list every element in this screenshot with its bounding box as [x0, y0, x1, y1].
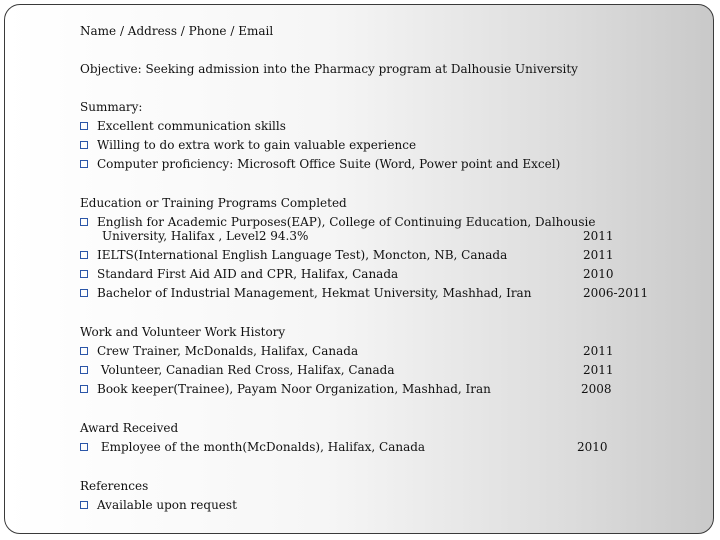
contact-header: Name / Address / Phone / Email: [80, 24, 274, 38]
year-label: 2008: [581, 382, 612, 396]
checkbox-bullet-icon: [80, 122, 88, 130]
checkbox-bullet-icon: [80, 385, 88, 393]
checkbox-bullet-icon: [80, 501, 88, 509]
year-label: 2011: [583, 229, 614, 243]
list-item: Standard First Aid AID and CPR, Halifax, Canada: [80, 267, 398, 282]
list-item: Employee of the month(McDonalds), Halifax, Canada: [80, 440, 425, 455]
checkbox-bullet-icon: [80, 251, 88, 259]
year-label: 2011: [583, 363, 614, 377]
checkbox-bullet-icon: [80, 218, 88, 226]
list-item: Bachelor of Industrial Management, Hekmat University, Mashhad, Iran: [80, 286, 531, 301]
list-item: Crew Trainer, McDonalds, Halifax, Canada: [80, 344, 358, 359]
objective-line: Objective: Seeking admission into the Pharmacy program at Dalhousie University: [80, 62, 578, 76]
year-label: 2011: [583, 248, 614, 262]
year-label: 2011: [583, 344, 614, 358]
list-item: Book keeper(Trainee), Payam Noor Organization, Mashhad, Iran: [80, 382, 491, 397]
list-item-continuation: University, Halifax , Level2 94.3%: [102, 229, 309, 243]
checkbox-bullet-icon: [80, 289, 88, 297]
work-heading: Work and Volunteer Work History: [80, 325, 286, 339]
checkbox-bullet-icon: [80, 347, 88, 355]
list-item: Willing to do extra work to gain valuable experience: [80, 138, 416, 153]
list-item: Excellent communication skills: [80, 119, 286, 134]
award-heading: Award Received: [80, 421, 179, 435]
checkbox-bullet-icon: [80, 160, 88, 168]
checkbox-bullet-icon: [80, 443, 88, 451]
year-label: 2006-2011: [583, 286, 649, 300]
list-item: Volunteer, Canadian Red Cross, Halifax, Canada: [80, 363, 394, 378]
list-item: Computer proficiency: Microsoft Office Suite (Word, Power point and Excel): [80, 157, 560, 172]
list-item: Available upon request: [80, 498, 237, 513]
checkbox-bullet-icon: [80, 366, 88, 374]
year-label: 2010: [583, 267, 614, 281]
education-heading: Education or Training Programs Completed: [80, 196, 347, 210]
year-label: 2010: [577, 440, 608, 454]
checkbox-bullet-icon: [80, 141, 88, 149]
resume-slide: [4, 4, 714, 534]
checkbox-bullet-icon: [80, 270, 88, 278]
references-heading: References: [80, 479, 149, 493]
summary-heading: Summary:: [80, 100, 143, 114]
list-item: English for Academic Purposes(EAP), College of Continuing Education, Dalhousie: [80, 215, 595, 230]
list-item: IELTS(International English Language Test), Moncton, NB, Canada: [80, 248, 507, 263]
